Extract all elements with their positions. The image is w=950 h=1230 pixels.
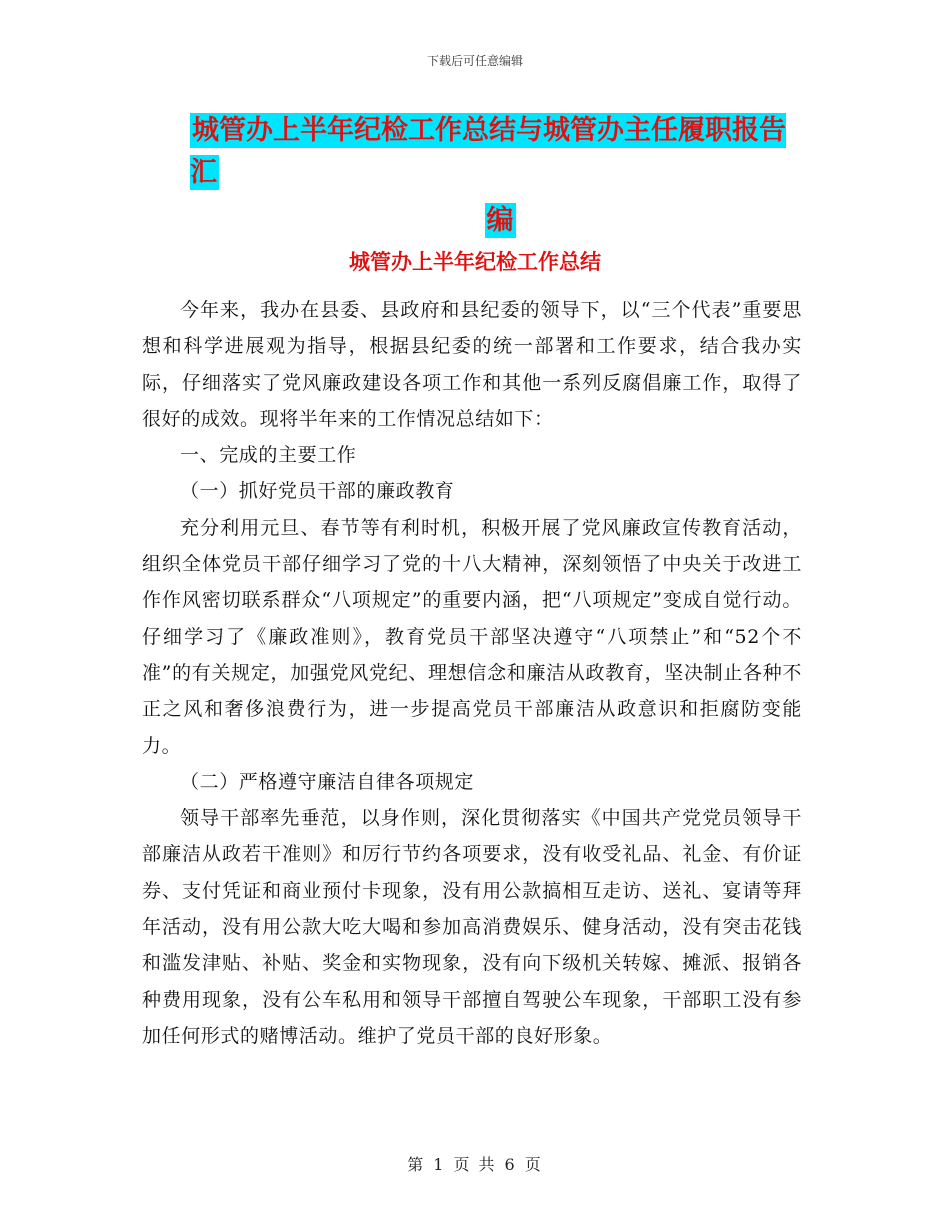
subheading-education: （一）抓好党员干部的廉政教育 xyxy=(180,480,455,503)
footer-total-pages: 6 xyxy=(504,1155,517,1174)
header-note: 下载后可任意编辑 xyxy=(426,54,523,68)
footer-current-page: 1 xyxy=(433,1155,446,1174)
footer-suffix: 页 xyxy=(524,1155,543,1174)
subheading-self-discipline: （二）严格遵守廉洁自律各项规定 xyxy=(180,770,475,793)
page-footer xyxy=(0,1152,950,1175)
section-title: 城管办上半年纪检工作总结 xyxy=(349,250,601,274)
document-title-line-1: 城管办上半年纪检工作总结与城管办主任履职报告汇 xyxy=(190,115,786,188)
document-body xyxy=(142,292,802,1054)
heading-main-work: 一、完成的主要工作 xyxy=(180,444,357,467)
paragraph-self-discipline: 领导干部率先垂范，以身作则，深化贯彻落实《中国共产党党员领导干部廉洁从政若干准则》和厉行节约各项要求，没有收受礼品、礼金、有价证券、支付凭证和商业预付卡现象，没有用公款搞相互走访、送礼、宴请等拜年活动，没有用公款大吃大喝和参加高消费娱乐、健身活动，没有突击花钱和滥发津贴、补贴、奖金和实物现象，没有向下级机关转嫁、摊派、报销各种费用现象，没有公车私用和领导干部擅自驾驶公车现象，干部职工没有参加任何形式的赌博活动。维护了党员干部的良好形象。 xyxy=(142,807,802,1047)
document-title-line-2: 编 xyxy=(486,205,514,236)
paragraph-education: 充分利用元旦、春节等有利时机，积极开展了党风廉政宣传教育活动，组织全体党员干部仔细学习了党的十八大精神，深刻领悟了中央关于改进工作作风密切联系群众“八项规定”的重要内涵，把“八项规定”变成自觉行动。仔细学习了《廉政准则》，教育党员干部坚决遵守“八项禁止”和“52个不准”的有关规定，加强党风党纪、理想信念和廉洁从政教育，坚决制止各种不正之风和奢侈浪费行为，进一步提高党员干部廉洁从政意识和拒腐防变能力。 xyxy=(142,516,802,757)
paragraph-intro: 今年来，我办在县委、县政府和县纪委的领导下，以“三个代表”重要思想和科学进展观为指导，根据县纪委的统一部署和工作要求，结合我办实际，仔细落实了党风廉政建设各项工作和其他一系列反腐倡廉工作，取得了很好的成效。现将半年来的工作情况总结如下： xyxy=(142,299,802,430)
footer-middle: 页 共 xyxy=(453,1155,497,1174)
footer-prefix: 第 xyxy=(407,1155,426,1174)
document-title xyxy=(190,110,810,242)
